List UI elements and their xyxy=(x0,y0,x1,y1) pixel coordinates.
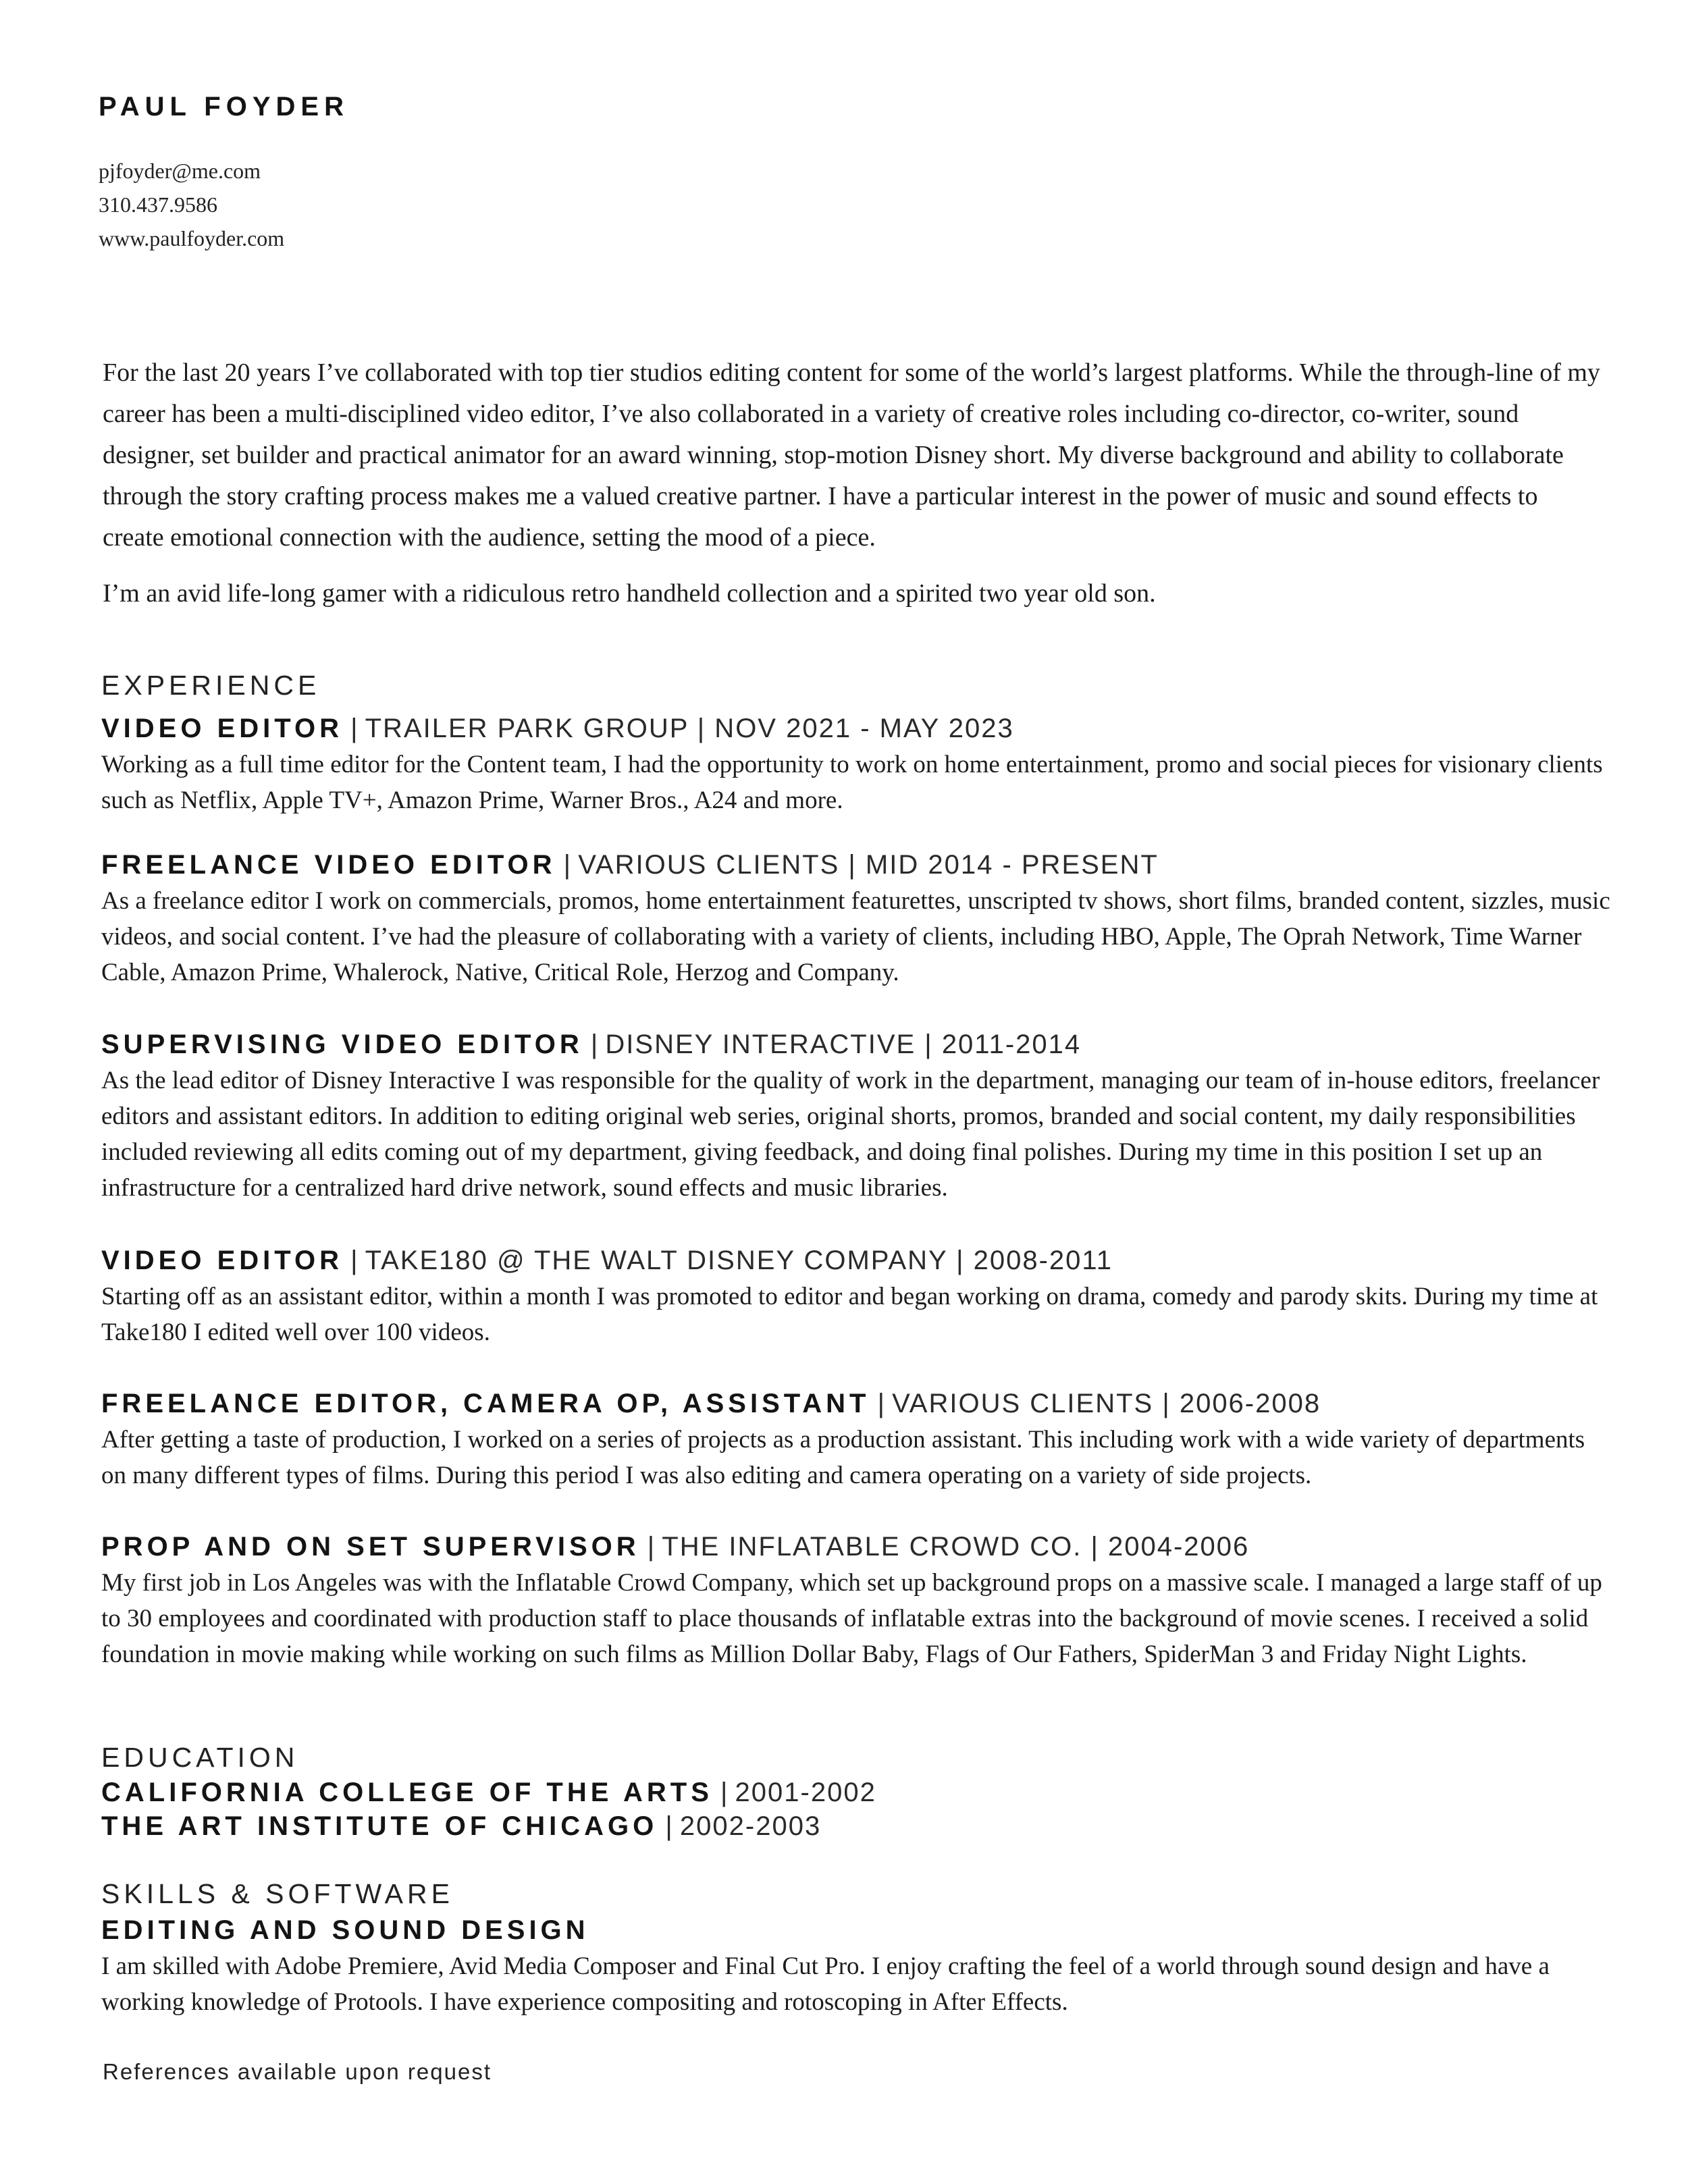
experience-entry xyxy=(101,1244,1614,1350)
job-role: SUPERVISING VIDEO EDITOR xyxy=(101,1030,583,1059)
references-note: References available upon request xyxy=(103,2059,492,2084)
job-meta: VARIOUS CLIENTS | 2006-2008 xyxy=(892,1389,1321,1418)
education-heading: EDUCATION xyxy=(101,1742,299,1773)
school-years: 2002-2003 xyxy=(679,1811,822,1841)
experience-entry xyxy=(101,848,1614,990)
school-row: CALIFORNIA COLLEGE OF THE ARTS | 2001-2002 xyxy=(101,1778,876,1807)
skills-title: EDITING AND SOUND DESIGN xyxy=(101,1915,589,1945)
job-meta: TAKE180 @ THE WALT DISNEY COMPANY | 2008-2011 xyxy=(365,1246,1113,1275)
candidate-name: PAUL FOYDER xyxy=(99,92,349,122)
school-name: CALIFORNIA COLLEGE OF THE ARTS xyxy=(101,1778,713,1807)
entry-header: FREELANCE VIDEO EDITOR | VARIOUS CLIENTS | MID 2014 - PRESENT xyxy=(101,850,1159,880)
entry-header: SUPERVISING VIDEO EDITOR | DISNEY INTERACTIVE | 2011-2014 xyxy=(101,1030,1082,1059)
skills-entry xyxy=(101,1913,1614,2020)
job-role: VIDEO EDITOR xyxy=(101,714,343,743)
experience-heading: EXPERIENCE xyxy=(101,670,321,701)
entry-header: VIDEO EDITOR | TRAILER PARK GROUP | NOV 2021 - MAY 2023 xyxy=(101,714,1014,743)
intro-summary xyxy=(103,352,1602,614)
experience-entry xyxy=(101,1530,1614,1672)
education-entry xyxy=(101,1776,1614,1843)
experience-entry xyxy=(101,712,1614,818)
phone-number: 310.437.9586 xyxy=(99,192,217,217)
job-description: After getting a taste of production, I worked on a series of projects as a production assistant. This including work with a wide variety of departments on many different types of films. During this period I was also editing and camera operating on a variety of side projects. xyxy=(101,1426,1585,1489)
entry-header: PROP AND ON SET SUPERVISOR | THE INFLATABLE CROWD CO. | 2004-2006 xyxy=(101,1532,1250,1562)
email-link[interactable]: pjfoyder@me.com xyxy=(99,159,261,183)
skills-heading: SKILLS & SOFTWARE xyxy=(101,1878,454,1909)
school-name: THE ART INSTITUTE OF CHICAGO xyxy=(101,1811,658,1841)
job-description: As the lead editor of Disney Interactive I was responsible for the quality of work in the department, managing our team of in-house editors, freelancer editors and assistant editors. In addition to editing original web series, original shorts, promos, branded and social content, my daily responsibilities included reviewing all edits coming out of my department, giving feedback, and doing final polishes. During my time in this position I set up an infrastructure for a centralized hard drive network, sound effects and music libraries. xyxy=(101,1067,1600,1202)
job-role: FREELANCE EDITOR, CAMERA OP, ASSISTANT xyxy=(101,1389,870,1418)
entry-header xyxy=(101,1913,1614,1947)
intro-paragraph: I’m an avid life-long gamer with a ridiculous retro handheld collection and a spirited two year old son. xyxy=(103,579,1156,608)
school-row: THE ART INSTITUTE OF CHICAGO | 2002-2003 xyxy=(101,1811,822,1841)
entry-header: FREELANCE EDITOR, CAMERA OP, ASSISTANT | VARIOUS CLIENTS | 2006-2008 xyxy=(101,1389,1321,1418)
job-description: My first job in Los Angeles was with the Inflatable Crowd Company, which set up background props on a massive scale. I managed a large staff of up to 30 employees and coordinated with production staff to place thousands of inflatable extras into the background of movie scenes. I received a solid foundation in movie making while working on such films as Million Dollar Baby, Flags of Our Fathers, SpiderMan 3 and Friday Night Lights. xyxy=(101,1569,1602,1668)
job-meta: THE INFLATABLE CROWD CO. | 2004-2006 xyxy=(662,1532,1250,1562)
skills-description: I am skilled with Adobe Premiere, Avid Media Composer and Final Cut Pro. I enjoy crafting the feel of a world through sound design and have a working knowledge of Protools. I have experience compositing and rotoscoping in After Effects. xyxy=(101,1952,1550,2016)
job-meta: TRAILER PARK GROUP | NOV 2021 - MAY 2023 xyxy=(365,714,1014,743)
job-role: PROP AND ON SET SUPERVISOR xyxy=(101,1532,640,1562)
job-role: FREELANCE VIDEO EDITOR xyxy=(101,850,556,880)
job-description: Starting off as an assistant editor, within a month I was promoted to editor and began working on drama, comedy and parody skits. During my time at Take180 I edited well over 100 videos. xyxy=(101,1283,1598,1346)
job-description: As a freelance editor I work on commercials, promos, home entertainment featurettes, unscripted tv shows, short films, branded content, sizzles, music videos, and social content. I’ve had the pleasure of collaborating with a variety of clients, including HBO, Apple, The Oprah Network, Time Warner Cable, Amazon Prime, Whalerock, Native, Critical Role, Herzog and Company. xyxy=(101,887,1610,986)
job-meta: DISNEY INTERACTIVE | 2011-2014 xyxy=(605,1030,1082,1059)
job-role: VIDEO EDITOR xyxy=(101,1246,343,1275)
job-meta: VARIOUS CLIENTS | MID 2014 - PRESENT xyxy=(578,850,1159,880)
school-years: 2001-2002 xyxy=(735,1778,876,1807)
website-link[interactable]: www.paulfoyder.com xyxy=(99,226,285,250)
experience-entry xyxy=(101,1028,1614,1206)
contact-info xyxy=(99,154,284,255)
job-description: Working as a full time editor for the Content team, I had the opportunity to work on home entertainment, promo and social pieces for visionary clients such as Netflix, Apple TV+, Amazon Prime, Warner Bros., A24 and more. xyxy=(101,751,1603,814)
intro-paragraph: For the last 20 years I’ve collaborated with top tier studios editing content for some of the world’s largest platforms. While the through-line of my career has been a multi-disciplined video editor, I’ve also collaborated in a variety of creative roles including co-director, co-writer, sound designer, set builder and practical animator for an award winning, stop-motion Disney short. My diverse background and ability to collaborate through the story crafting process makes me a valued creative partner. I have a particular interest in the power of music and sound effects to create emotional connection with the audience, setting the mood of a piece. xyxy=(103,358,1600,552)
experience-entry xyxy=(101,1387,1614,1493)
entry-header: VIDEO EDITOR | TAKE180 @ THE WALT DISNEY COMPANY | 2008-2011 xyxy=(101,1246,1113,1275)
